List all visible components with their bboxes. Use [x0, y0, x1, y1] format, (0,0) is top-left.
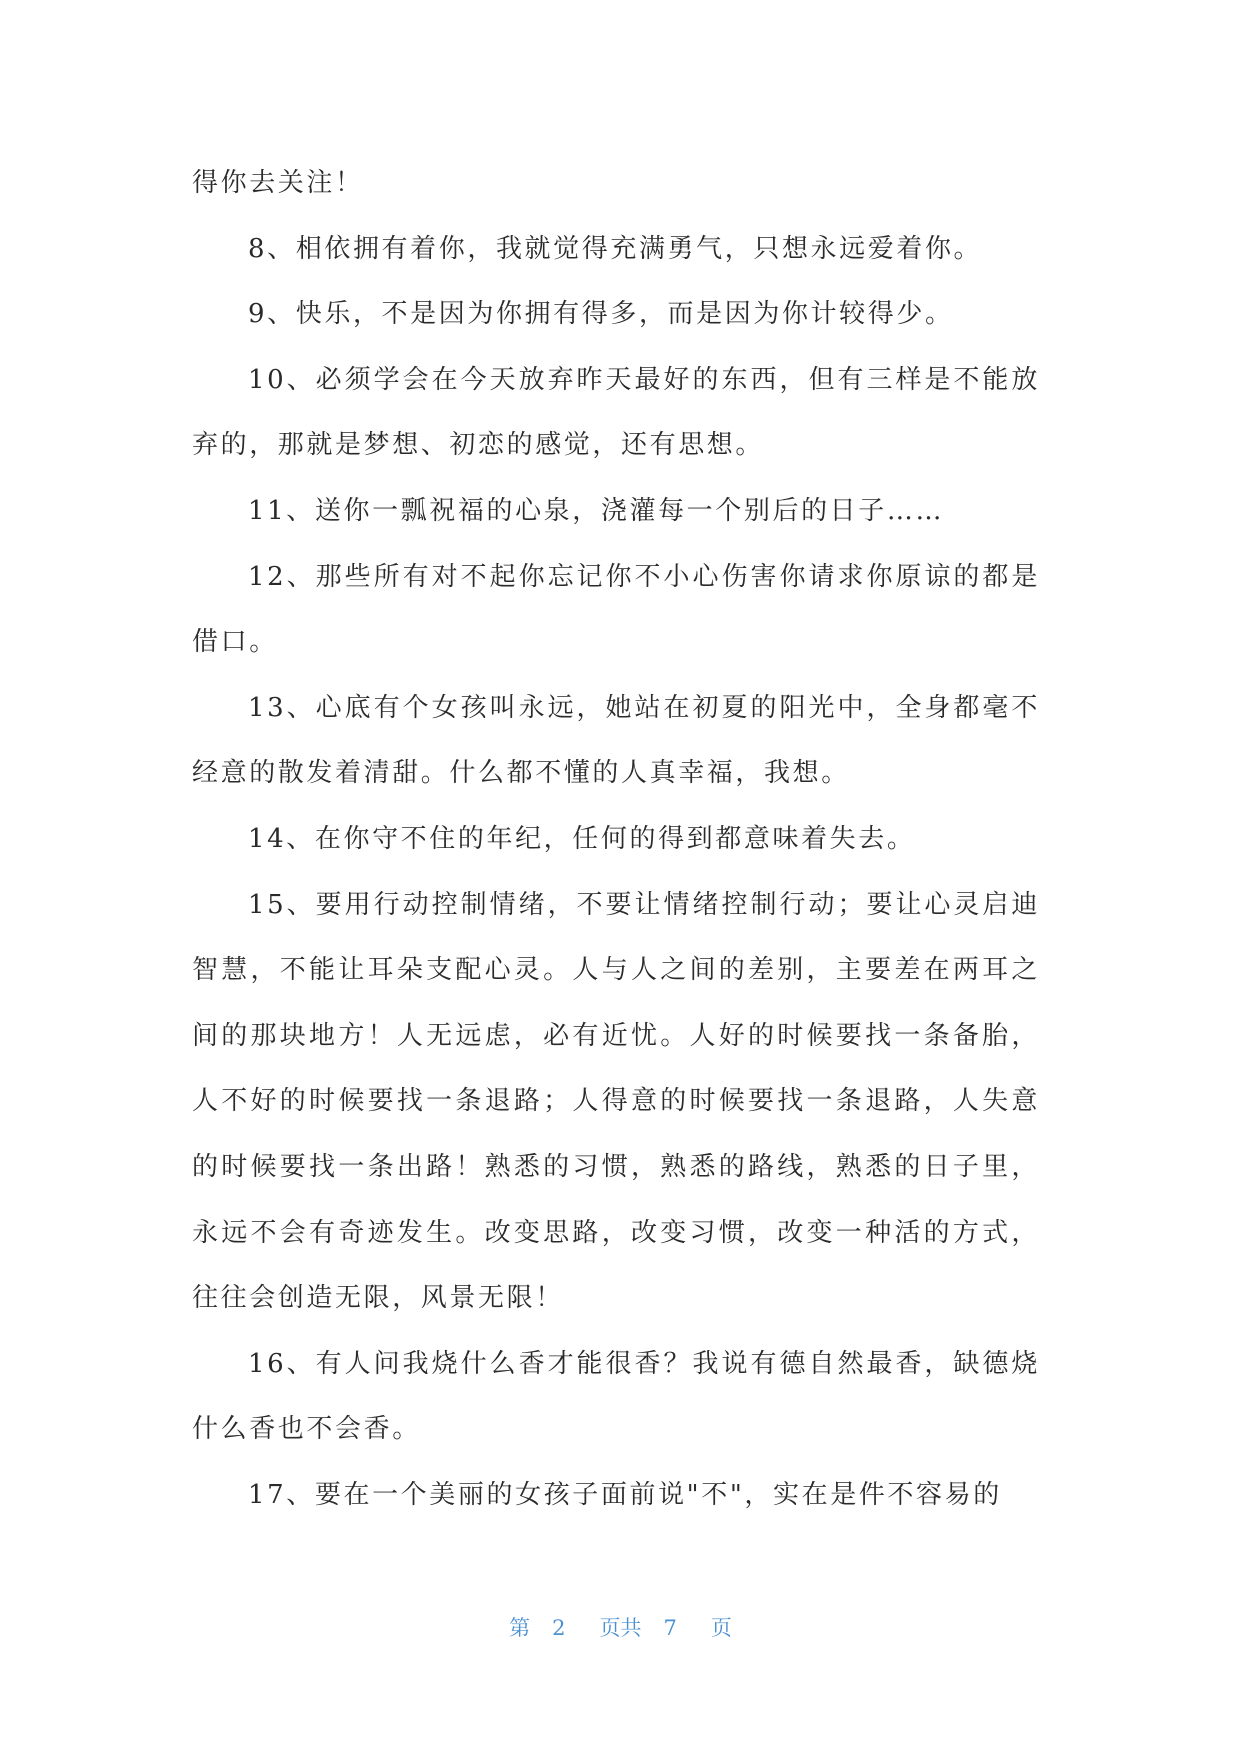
text-line: 17、要在一个美丽的女孩子面前说"不"，实在是件不容易的 — [248, 1479, 1002, 1510]
text-line: 永远不会有奇迹发生。改变思路，改变习惯，改变一种活的方式， — [192, 1217, 1040, 1248]
text-line: 11、送你一瓢祝福的心泉，浇灌每一个别后的日子…… — [248, 495, 945, 526]
paragraph-continued — [192, 151, 1040, 217]
page-label-middle: 页共 — [599, 1616, 642, 1640]
text-line: 得你去关注！ — [192, 168, 364, 198]
total-pages-number: 7 — [663, 1616, 677, 1640]
paragraph-17 — [192, 1463, 1040, 1529]
paragraph-8 — [192, 217, 1040, 283]
page-label-prefix: 第 — [509, 1616, 531, 1640]
paragraph-10 — [192, 348, 1040, 479]
text-line: 的时候要找一条出路！熟悉的习惯，熟悉的路线，熟悉的日子里， — [192, 1151, 1040, 1182]
text-line: 10、必须学会在今天放弃昨天最好的东西，但有三样是不能放 — [248, 364, 1040, 395]
text-line: 往往会创造无限，风景无限！ — [192, 1283, 564, 1314]
text-line: 14、在你守不住的年纪，任何的得到都意味着失去。 — [248, 823, 916, 854]
paragraph-15 — [192, 873, 1040, 1332]
current-page-number: 2 — [552, 1616, 566, 1640]
text-line: 12、那些所有对不起你忘记你不小心伤害你请求你原谅的都是 — [248, 561, 1040, 592]
paragraph-16 — [192, 1332, 1040, 1463]
text-line: 弃的，那就是梦想、初恋的感觉，还有思想。 — [192, 430, 765, 461]
paragraph-12 — [192, 545, 1040, 676]
text-line: 借口。 — [192, 627, 278, 658]
text-line: 8、相依拥有着你，我就觉得充满勇气，只想永远爱着你。 — [248, 233, 983, 264]
text-line: 间的那块地方！人无远虑，必有近忧。人好的时候要找一条备胎， — [192, 1020, 1040, 1051]
page-body — [192, 151, 1040, 1528]
page-number-footer — [0, 1612, 1241, 1644]
text-line: 15、要用行动控制情绪，不要让情绪控制行动；要让心灵启迪 — [248, 889, 1040, 920]
paragraph-11 — [192, 479, 1040, 545]
text-line: 16、有人问我烧什么香才能很香？我说有德自然最香，缺德烧 — [248, 1348, 1040, 1379]
paragraph-14 — [192, 807, 1040, 873]
paragraph-13 — [192, 676, 1040, 807]
text-line: 什么香也不会香。 — [192, 1414, 421, 1445]
text-line: 9、快乐，不是因为你拥有得多，而是因为你计较得少。 — [248, 299, 954, 330]
page-label-suffix: 页 — [710, 1616, 732, 1640]
text-line: 经意的散发着清甜。什么都不懂的人真幸福，我想。 — [192, 758, 850, 789]
text-line: 人不好的时候要找一条退路；人得意的时候要找一条退路，人失意 — [192, 1086, 1040, 1117]
text-line: 智慧，不能让耳朵支配心灵。人与人之间的差别，主要差在两耳之 — [192, 955, 1040, 986]
text-line: 13、心底有个女孩叫永远，她站在初夏的阳光中，全身都毫不 — [248, 692, 1040, 723]
paragraph-9 — [192, 282, 1040, 348]
